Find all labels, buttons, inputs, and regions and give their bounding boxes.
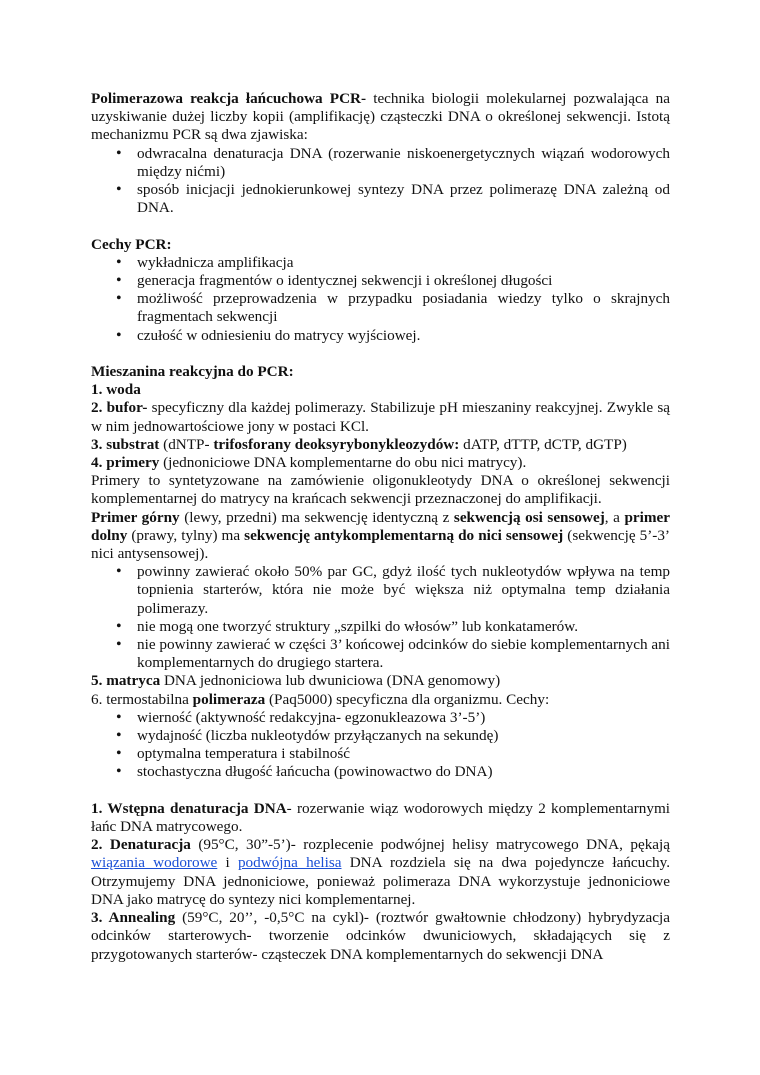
mix-polymerase: 6. termostabilna polimeraza (Paq5000) specyficzna dla organizmu. Cechy: [91,690,550,708]
features-heading: Cechy PCR: [91,235,172,253]
primer-rules-list [91,563,670,672]
document-page [91,90,670,964]
mix-buffer: 2. bufor- specyficzny dla każdej polimerazy. Stabilizuje pH mieszaniny reakcyjnej. Zwykle są w nim jednowartościowe jony w postaci KCl. [91,399,670,435]
intro-list [91,145,670,218]
list-item: • sposób inicjacji jednokierunkowej syntezy DNA przez polimerazę DNA zależną od DNA. [91,181,670,217]
list-item: • odwracalna denaturacja DNA (rozerwanie niskoenergetycznych wiązań wodorowych między nićmi) [91,145,670,181]
double-helix-link[interactable]: podwójna helisa [237,854,342,872]
list-item: • powinny zawierać około 50% par GC, gdyż ilość tych nukleotydów wpływa na temp topnienia starterów, która nie może być większa niż optymalna temp działania polimerazy. [91,563,670,618]
intro-term: Polimerazowa reakcja łańcuchowa PCR- [91,90,367,107]
list-item: • możliwość przeprowadzenia w przypadku posiadania wiedzy tylko o skrajnych fragmentach sekwencji [91,290,670,326]
list-item: • nie powinny zawierać w części 3’ końcowej odcinków do siebie komplementarnych ani komplementarnych do drugiego startera. [91,636,670,672]
mix-heading: Mieszanina reakcyjna do PCR: [91,363,294,381]
step-denaturation: 2. Denaturacja (95°C, 30”-5’)- rozplecenie podwójnej helisy matrycowego DNA, pękają wiązania wodorowe i podwójna helisa DNA rozdziela się na dwa pojedyncze łańcuchy. Otrzymujemy DNA jednoniciowe, ponieważ polimeraza DNA wykorzystuje jednoniciowe DNA jako matrycę do syntezy nici komplementarnej. [91,836,670,908]
features-list [91,254,670,345]
list-item: • wydajność (liczba nukleotydów przyłączanych na sekundę) [91,727,670,745]
intro-paragraph [91,90,670,145]
list-item: • optymalna temperatura i stabilność [91,745,670,763]
step-annealing: 3. Annealing (59°C, 20’’, -0,5°C na cykl)- (roztwór gwałtownie chłodzony) hybrydyzacja odcinków starterowych- tworzenie odcinków dwuniciowych, składających się z przygotowanych starterów- cząsteczek DNA komplementarnych do sekwencji DNA [91,909,670,963]
list-item: • generacja fragmentów o identycznej sekwencji i określonej długości [91,272,670,290]
primers-description: Primery to syntetyzowane na zamówienie oligonukleotydy DNA o określonej sekwencji komplementarnej do matrycy na krańcach sekwencji przeznaczonej do amplifikacji. [91,472,670,508]
mix-substrate: 3. substrat (dNTP- trifosforany deoksyrybonykleozydów: dATP, dTTP, dCTP, dGTP) [91,435,627,453]
hydrogen-bonds-link[interactable]: wiązania wodorowe [91,854,218,872]
mix-water: 1. woda [91,381,141,399]
intro-text: technika biologii molekularnej pozwalająca na uzyskiwanie dużej liczby kopii (amplifikację) cząsteczki DNA o określonej sekwencji. Istotą mechanizmu PCR są dwa zjawiska: [91,90,670,144]
list-item: • wierność (aktywność redakcyjna- egzonukleazowa 3’-5’) [91,709,670,727]
list-item: • czułość w odniesieniu do matrycy wyjściowej. [91,327,670,345]
mix-primers: 4. primery (jednoniciowe DNA komplementarne do obu nici matrycy). [91,454,527,472]
list-item: • wykładnicza amplifikacja [91,254,670,272]
list-item: • stochastyczna długość łańcucha (powinowactwo do DNA) [91,763,670,781]
primer-pair: Primer górny (lewy, przedni) ma sekwencję identyczną z sekwencją osi sensowej, a primer dolny (prawy, tylny) ma sekwencję antykomplementarną do nici sensowej (sekwencję 5’-3’ nici antysensowej). [91,508,670,563]
polymerase-list [91,709,670,782]
step-initial-denaturation: 1. Wstępna denaturacja DNA- rozerwanie wiąz wodorowych między 2 komplementarnymi łańc DNA matrycowego. [91,799,670,836]
mix-matrix: 5. matryca DNA jednoniciowa lub dwuniciowa (DNA genomowy) [91,672,501,690]
list-item: • nie mogą one tworzyć struktury „szpilki do włosów” lub konkatamerów. [91,618,670,636]
